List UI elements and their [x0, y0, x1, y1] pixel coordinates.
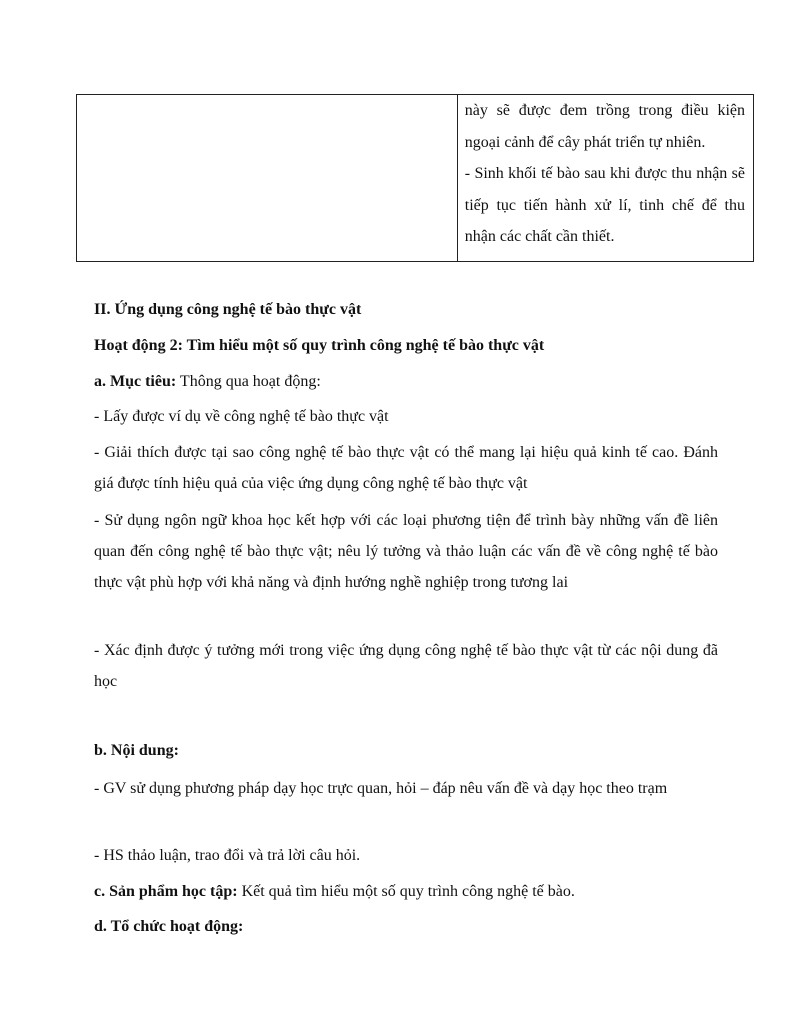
- table-cell-line-1: này sẽ được đem trồng trong điều kiện: [464, 102, 745, 119]
- product-label: c. Sản phẩm học tập:: [94, 883, 238, 900]
- objective-item-2: - Giải thích được tại sao công nghệ tế bào thực vật có thể mang lại hiệu quả kinh tế cao. Đánh giá được tính hiệu quả của việc ứng dụng công nghệ tế bào thực vật: [94, 444, 718, 492]
- content-item-2: - HS thảo luận, trao đổi và trả lời câu hỏi.: [94, 847, 361, 864]
- objective-item-3: - Sử dụng ngôn ngữ khoa học kết hợp với các loại phương tiện để trình bày những vấn đề liên quan đến công nghệ tế bào thực vật; nêu lý tưởng và thảo luận các vấn đề về công nghệ tế bào thực vật phù hợp với khả năng và định hướng nghề nghiệp trong tương lai: [94, 512, 718, 591]
- product-text: Kết quả tìm hiểu một số quy trình công nghệ tế bào.: [237, 883, 575, 900]
- activity-title: Hoạt động 2: Tìm hiểu một số quy trình công nghệ tế bào thực vật: [94, 337, 545, 354]
- objective-item-1: - Lấy được ví dụ về công nghệ tế bào thực vật: [94, 408, 389, 425]
- product-heading: [94, 883, 716, 901]
- content-heading: b. Nội dung:: [94, 742, 179, 759]
- content-item-1: - GV sử dụng phương pháp dạy học trực quan, hỏi – đáp nêu vấn đề và dạy học theo trạm: [94, 780, 668, 797]
- table-cell-line-2: ngoại cảnh để cây phát triển tự nhiên.: [464, 133, 706, 151]
- objectives-label: a. Mục tiêu:: [94, 373, 177, 390]
- objectives-intro: Thông qua hoạt động:: [176, 373, 321, 390]
- table-cell-left-empty: [77, 95, 458, 262]
- table-cell-right: [457, 95, 753, 262]
- organization-heading: d. Tổ chức hoạt động:: [94, 918, 244, 935]
- objective-item-4: - Xác định được ý tưởng mới trong việc ứng dụng công nghệ tế bào thực vật từ các nội dung đã học: [94, 642, 718, 690]
- table-cell-paragraph-2: - Sinh khối tế bào sau khi được thu nhận sẽ tiếp tục tiến hành xử lí, tinh chế để thu nhận các chất cần thiết.: [464, 165, 745, 245]
- table-row: [77, 95, 754, 262]
- table-cell-text: [458, 95, 753, 253]
- section-heading: II. Ứng dụng công nghệ tế bào thực vật: [94, 301, 362, 318]
- continued-table: [76, 94, 754, 262]
- objectives-heading: [94, 373, 716, 391]
